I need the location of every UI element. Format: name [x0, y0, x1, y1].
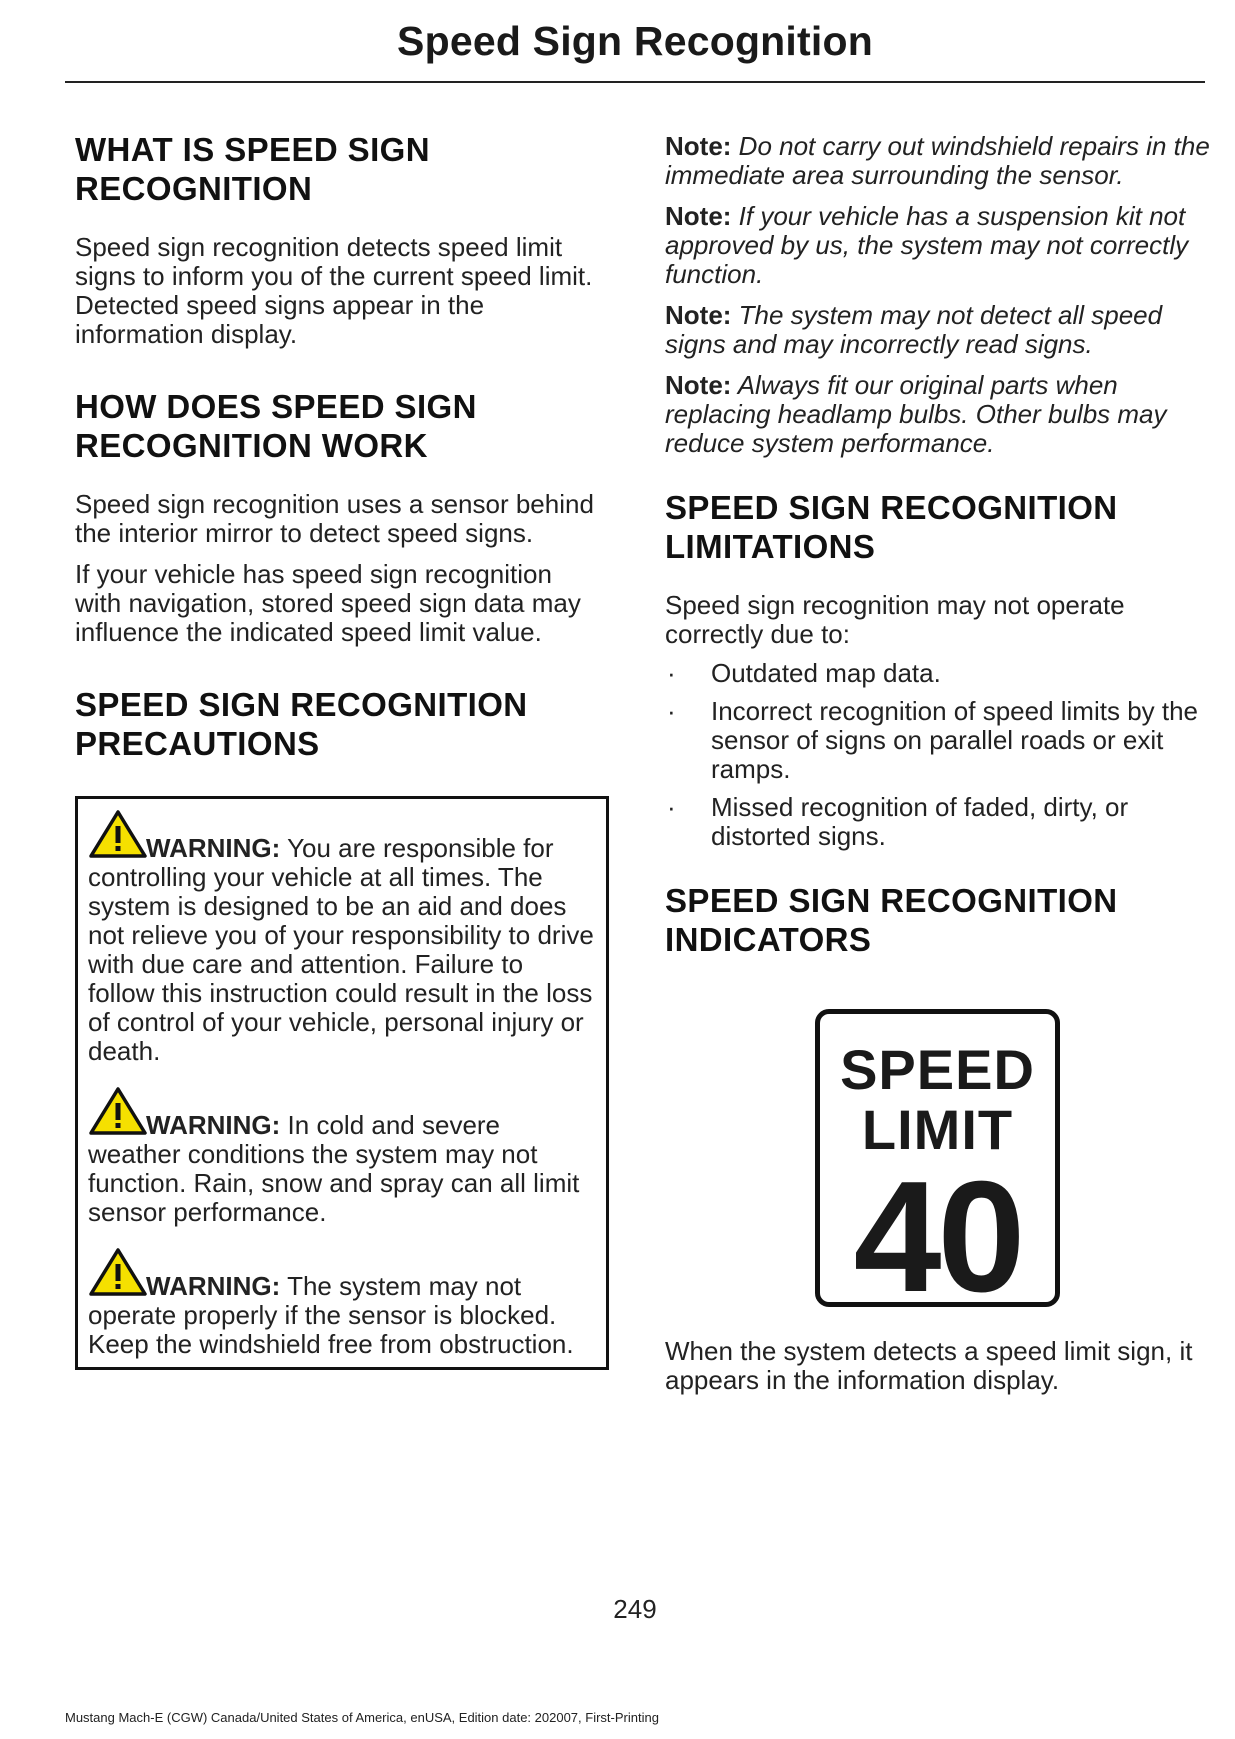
warning-box: [75, 796, 609, 1370]
warning-label: WARNING:: [146, 1110, 281, 1140]
warning-3: [88, 1247, 596, 1359]
warning-label: WARNING:: [146, 1271, 281, 1301]
limitations-list: [665, 659, 1210, 851]
section-title-how-works: HOW DOES SPEED SIGN RECOGNITION WORK: [75, 388, 477, 464]
speed-limit-sign-figure: [665, 989, 1210, 1325]
warning-1: [88, 809, 596, 1066]
warning-triangle-icon: [88, 1247, 148, 1297]
page-title: Speed Sign Recognition: [397, 18, 873, 64]
note-4: [665, 371, 1210, 458]
section-body-indicators: When the system detects a speed limit sign, it appears in the information display.: [665, 1336, 1193, 1395]
note-1: [665, 132, 1210, 190]
note-label: Note:: [665, 370, 732, 400]
footer: Mustang Mach-E (CGW) Canada/United States of America, enUSA, Edition date: 202007, First-Printing: [65, 1710, 659, 1725]
note-2: [665, 202, 1210, 289]
sign-number: 40: [853, 1149, 1022, 1325]
list-item: · Outdated map data.: [667, 658, 941, 688]
note-label: Note:: [665, 300, 732, 330]
section-title-precautions: SPEED SIGN RECOGNITION PRECAUTIONS: [75, 686, 528, 762]
bullet: ·: [667, 792, 676, 822]
warning-text: You are responsible for controlling your vehicle at all times. The system is designed to be an aid and does not relieve you of your responsibility to drive with due care and attention. Failure to follow this instruction could result in the loss of control of your vehicle, personal injury or death.: [88, 833, 594, 1066]
section-body-how-works-2: If your vehicle has speed sign recognition with navigation, stored speed sign data may influence the indicated speed limit value.: [75, 559, 581, 647]
section-title-limitations: SPEED SIGN RECOGNITION LIMITATIONS: [665, 489, 1118, 565]
section-body-how-works-1: Speed sign recognition uses a sensor behind the interior mirror to detect speed signs.: [75, 489, 594, 548]
speed-limit-sign: [815, 1009, 1060, 1325]
warning-2: [88, 1086, 596, 1227]
left-column: [75, 130, 615, 1370]
note-label: Note:: [665, 201, 732, 231]
warning-label: WARNING:: [146, 833, 281, 863]
sign-line-1: SPEED: [840, 1038, 1035, 1101]
header-rule: [65, 81, 1205, 83]
note-text: Do not carry out windshield repairs in the immediate area surrounding the sensor.: [665, 131, 1210, 190]
section-body-limitations: Speed sign recognition may not operate correctly due to:: [665, 590, 1125, 649]
note-text: Always fit our original parts when replacing headlamp bulbs. Other bulbs may reduce system performance.: [665, 370, 1167, 458]
note-3: [665, 301, 1210, 359]
page-number: 249: [613, 1594, 657, 1624]
section-body-what-is: Speed sign recognition detects speed limit signs to inform you of the current speed limit. Detected speed signs appear in the information display.: [75, 232, 593, 349]
sign-line-2: LIMIT: [861, 1098, 1014, 1161]
bullet: ·: [667, 696, 676, 726]
list-item: · Missed recognition of faded, dirty, or distorted signs.: [667, 792, 1129, 851]
right-column: [665, 132, 1210, 1395]
note-label: Note:: [665, 131, 732, 161]
warning-text: In cold and severe weather conditions the system may not function. Rain, snow and spray can all limit sensor performance.: [88, 1110, 580, 1227]
bullet: ·: [667, 658, 676, 688]
note-text: If your vehicle has a suspension kit not approved by us, the system may not correctly function.: [665, 201, 1189, 289]
warning-triangle-icon: [88, 809, 148, 859]
warning-triangle-icon: [88, 1086, 148, 1136]
warning-text: The system may not operate properly if the sensor is blocked. Keep the windshield free from obstruction.: [88, 1271, 574, 1359]
note-text: The system may not detect all speed signs and may incorrectly read signs.: [665, 300, 1163, 359]
list-item: · Incorrect recognition of speed limits by the sensor of signs on parallel roads or exit ramps.: [667, 696, 1199, 784]
section-title-what-is: WHAT IS SPEED SIGN RECOGNITION: [75, 131, 430, 207]
section-title-indicators: SPEED SIGN RECOGNITION INDICATORS: [665, 882, 1118, 958]
